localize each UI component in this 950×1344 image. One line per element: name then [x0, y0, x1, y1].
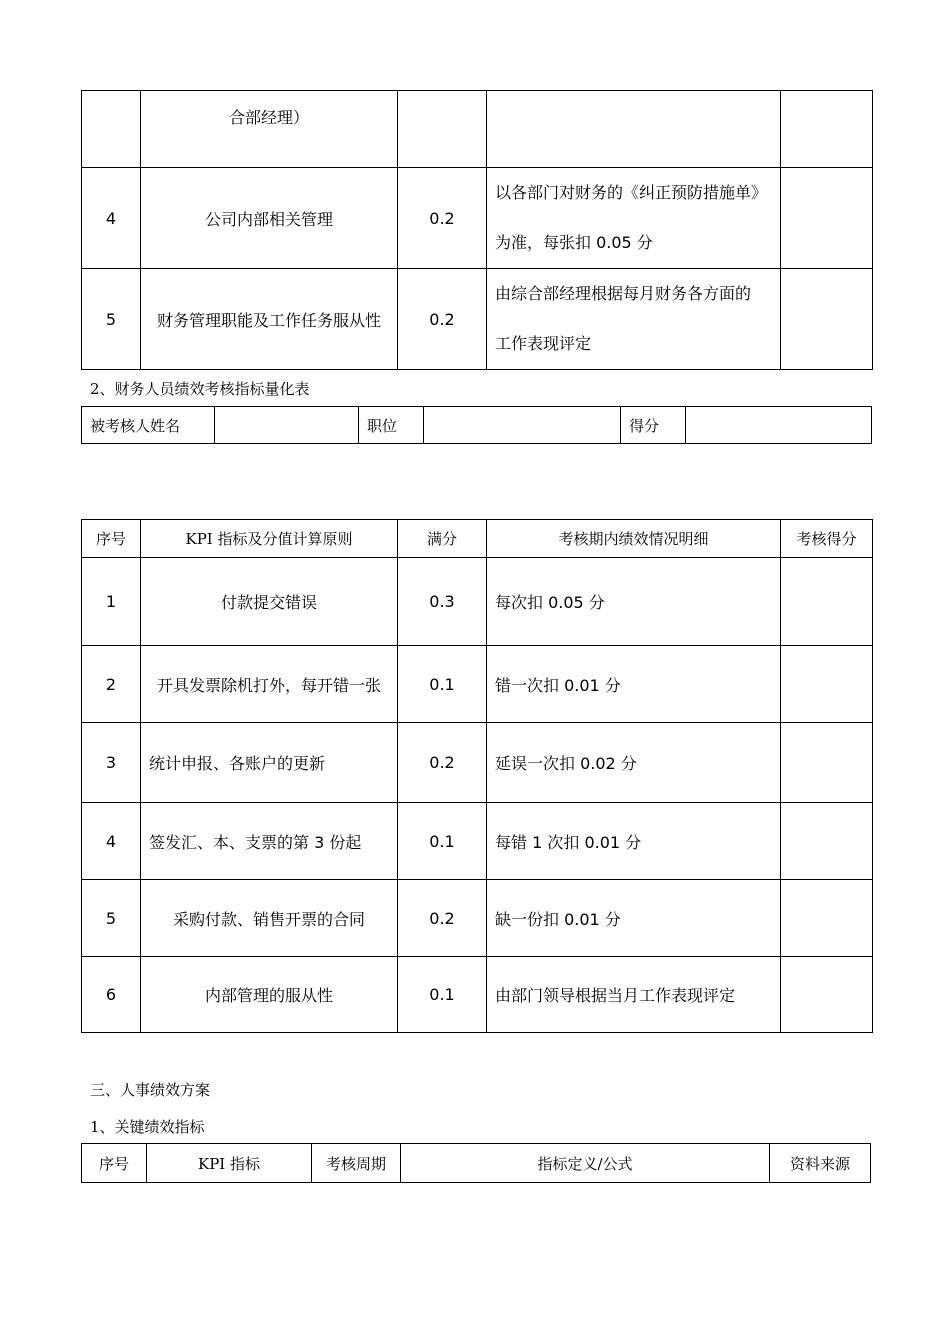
table-row-6-item: 内部管理的服从性: [141, 957, 398, 1033]
top-row-0-no: [82, 91, 141, 168]
top-row-0-score: [398, 91, 487, 168]
table-row-6-result[interactable]: [781, 957, 873, 1033]
top-row-0-detail: [487, 91, 781, 168]
section-kpi-title: 1、关键绩效指标: [90, 1118, 205, 1136]
top-row-0-item: 合部经理）: [141, 91, 398, 168]
hr-header-source: 资料来源: [770, 1144, 871, 1183]
table-row-5-detail: 缺一份扣 0.01 分: [487, 880, 781, 957]
kpi-header-detail: 考核期内绩效情况明细: [487, 520, 781, 558]
top-row-2-no: 5: [82, 269, 141, 370]
table-row-3-result[interactable]: [781, 723, 873, 803]
kpi-header-score: 满分: [398, 520, 487, 558]
top-row-1-detail-line2: 为准，每张扣 0.05 分: [495, 233, 653, 252]
hr-header-no: 序号: [82, 1144, 147, 1183]
top-row-1-score: 0.2: [398, 168, 487, 269]
table-row-6-score: 0.1: [398, 957, 487, 1033]
table-row-2-detail: 错一次扣 0.01 分: [487, 646, 781, 723]
table-row-5-result[interactable]: [781, 880, 873, 957]
section-finance-title: 2、财务人员绩效考核指标量化表: [90, 380, 310, 398]
table-row-1-item: 付款提交错误: [141, 558, 398, 646]
table-row-1-detail: 每次扣 0.05 分: [487, 558, 781, 646]
top-table: [81, 90, 873, 370]
table-row-5-item: 采购付款、销售开票的合同: [141, 880, 398, 957]
table-row-3-item: 统计申报、各账户的更新: [141, 723, 398, 803]
section-hr-title: 三、人事绩效方案: [90, 1081, 211, 1099]
table-row-3-detail: 延误一次扣 0.02 分: [487, 723, 781, 803]
hr-table: [81, 1143, 871, 1183]
table-row-4-detail: 每错 1 次扣 0.01 分: [487, 803, 781, 880]
score-value[interactable]: [686, 407, 872, 444]
kpi-header-item: KPI 指标及分值计算原则: [141, 520, 398, 558]
table-row-1-score: 0.3: [398, 558, 487, 646]
table-row-2-score: 0.1: [398, 646, 487, 723]
top-row-2-score: 0.2: [398, 269, 487, 370]
top-row-2-result: [781, 269, 873, 370]
name-value[interactable]: [215, 407, 359, 444]
table-row-6-detail: 由部门领导根据当月工作表现评定: [487, 957, 781, 1033]
kpi-header-no: 序号: [82, 520, 141, 558]
top-row-1-detail: [487, 168, 781, 269]
kpi-header-result: 考核得分: [781, 520, 873, 558]
top-row-2-detail-line2: 工作表现评定: [495, 334, 592, 353]
hr-header-definition: 指标定义/公式: [401, 1144, 770, 1183]
top-row-2-item: 财务管理职能及工作任务服从性: [141, 269, 398, 370]
table-row-3-no: 3: [82, 723, 141, 803]
table-row-5-no: 5: [82, 880, 141, 957]
table-row-1-no: 1: [82, 558, 141, 646]
hr-header-period: 考核周期: [312, 1144, 401, 1183]
top-row-1-item: 公司内部相关管理: [141, 168, 398, 269]
score-label: 得分: [621, 407, 686, 444]
top-row-0-result: [781, 91, 873, 168]
top-row-1-no: 4: [82, 168, 141, 269]
table-row-4-score: 0.1: [398, 803, 487, 880]
hr-header-kpi: KPI 指标: [147, 1144, 312, 1183]
position-label: 职位: [359, 407, 424, 444]
table-row-2-item: 开具发票除机打外，每开错一张: [141, 646, 398, 723]
table-row-3-score: 0.2: [398, 723, 487, 803]
top-row-2-detail-line1: 由综合部经理根据每月财务各方面的: [495, 284, 752, 303]
name-label: 被考核人姓名: [82, 407, 215, 444]
table-row-5-score: 0.2: [398, 880, 487, 957]
table-row-2-result[interactable]: [781, 646, 873, 723]
table-row-4-result[interactable]: [781, 803, 873, 880]
top-row-1-detail-line1: 以各部门对财务的《纠正预防措施单》: [495, 183, 768, 202]
table-row-1-result[interactable]: [781, 558, 873, 646]
info-table: [81, 406, 872, 444]
kpi-table: [81, 519, 873, 1033]
top-row-2-detail: [487, 269, 781, 370]
table-row-4-no: 4: [82, 803, 141, 880]
position-value[interactable]: [424, 407, 621, 444]
top-row-1-result: [781, 168, 873, 269]
table-row-6-no: 6: [82, 957, 141, 1033]
table-row-2-no: 2: [82, 646, 141, 723]
table-row-4-item: 签发汇、本、支票的第 3 份起: [141, 803, 398, 880]
